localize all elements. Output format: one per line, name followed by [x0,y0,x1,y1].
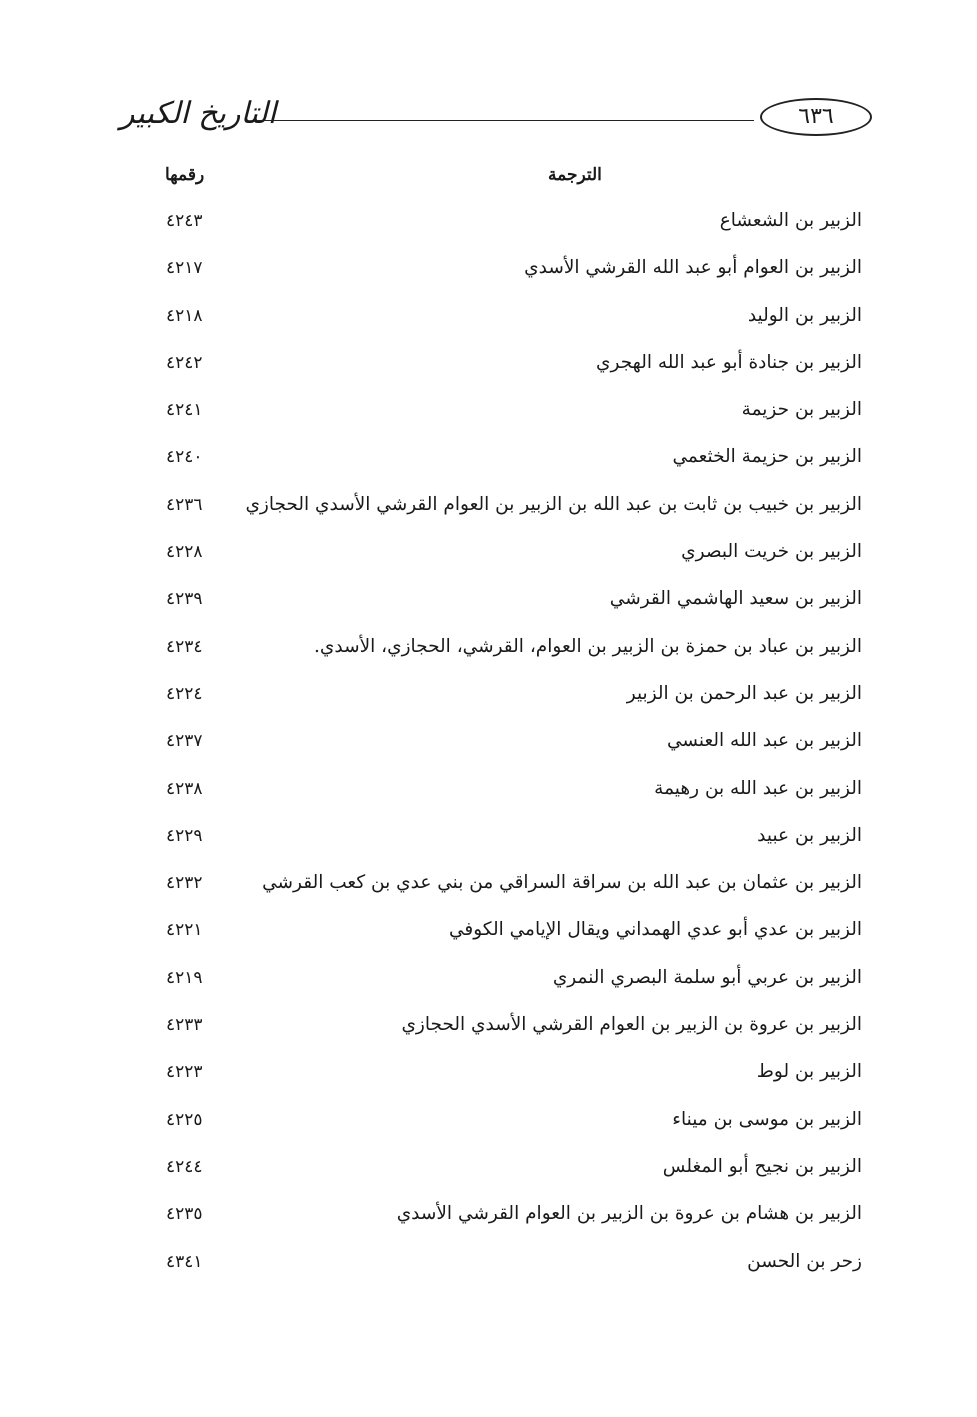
index-entry [160,245,862,292]
index-entries-list [160,198,862,1286]
column-heading-number: رقمها [165,165,205,185]
entry-number: ٤٢٤٠ [166,447,203,468]
entry-number: ٤٢٣٧ [166,731,203,752]
entry-name: الزبير بن العوام أبو عبد الله القرشي الأسدي [524,257,862,279]
index-entry [160,198,862,245]
header-rule [258,120,754,121]
entry-number: ٤٢٤٤ [166,1156,203,1177]
entry-number: ٤٢٣٨ [166,778,203,799]
entry-name: الزبير بن هشام بن عروة بن الزبير بن العوام القرشي الأسدي [396,1203,862,1225]
book-title: التاريخ الكبير [120,96,277,131]
entry-name: الزبير بن خريت البصري [681,541,862,563]
entry-name: زحر بن الحسن [747,1250,862,1272]
index-entry [160,766,862,813]
entry-name: الزبير بن عثمان بن عبد الله بن سراقة السراقي من بني عدي بن كعب القرشي [262,872,862,894]
index-entry [160,529,862,576]
entry-number: ٤٢١٩ [166,967,203,988]
index-entry [160,482,862,529]
entry-name: الزبير بن عروة بن الزبير بن العوام القرشي الأسدي الحجازي [401,1014,862,1036]
index-entry [160,624,862,671]
index-entry [160,576,862,623]
entry-name: الزبير بن عبد الله بن رهيمة [654,777,862,799]
column-heading-name: الترجمة [548,165,602,185]
entry-name: الزبير بن حزيمة الخثعمي [672,446,862,468]
entry-number: ٤٢٢١ [166,920,203,941]
entry-name: الزبير بن عدي أبو عدي الهمداني ويقال الإيامي الكوفي [448,919,862,941]
entry-name: الزبير بن الشعشاع [719,210,862,231]
entry-number: ٤٢٤٢ [166,352,203,373]
entry-number: ٤٢٢٨ [166,542,203,563]
entry-number: ٤٢٤٣ [166,211,203,231]
entry-number: ٤٢١٨ [166,305,203,326]
entry-name: الزبير بن حزيمة [741,399,862,421]
entry-number: ٤٢٣٢ [166,873,203,894]
entry-name: الزبير بن موسى بن ميناء [672,1108,862,1130]
entry-name: الزبير بن جنادة أبو عبد الله الهجري [596,351,862,373]
index-entry [160,1049,862,1096]
index-entry [160,293,862,340]
index-entry [160,813,862,860]
index-entry [160,955,862,1002]
entry-number: ٤٢٣٤ [166,636,203,657]
index-entry [160,1191,862,1238]
entry-name: الزبير بن عبد الرحمن بن الزبير [626,682,862,704]
index-entry [160,434,862,481]
entry-number: ٤٢٣٦ [166,494,203,515]
index-entry [160,1002,862,1049]
entry-name: الزبير بن لوط [756,1061,862,1083]
index-entry [160,860,862,907]
entry-name: الزبير بن نجيح أبو المغلس [662,1155,862,1177]
entry-number: ٤٢٣٣ [166,1015,203,1036]
entry-name: الزبير بن الوليد [747,304,862,326]
index-entry [160,1097,862,1144]
entry-number: ٤٢٤١ [166,400,203,421]
entry-name: الزبير بن عبيد [757,824,862,846]
entry-name: الزبير بن عباد بن حمزة بن الزبير بن العوام، القرشي، الحجازي، الأسدي. [314,635,862,657]
page-header [120,92,872,152]
entry-number: ٤٢١٧ [166,258,203,279]
entry-name: الزبير بن عربي أبو سلمة البصري النمري [552,966,862,988]
index-entry [160,1144,862,1191]
index-entry [160,1239,862,1286]
index-entry [160,671,862,718]
entry-number: ٤٢٢٣ [166,1062,203,1083]
index-entry [160,340,862,387]
entry-number: ٤٢٢٤ [166,683,203,704]
entry-name: الزبير بن سعيد الهاشمي القرشي [609,588,862,610]
entry-number: ٤٢٣٥ [166,1204,203,1225]
index-entry [160,907,862,954]
entry-name: الزبير بن خبيب بن ثابت بن عبد الله بن الزبير بن العوام القرشي الأسدي الحجازي [245,493,862,515]
entry-number: ٤٣٤١ [166,1251,203,1272]
index-entry [160,718,862,765]
page-number-badge: ٦٣٦ [760,98,872,136]
entry-name: الزبير بن عبد الله العنسي [666,730,862,752]
entry-number: ٤٢٢٩ [166,825,203,846]
entry-number: ٤٢٢٥ [166,1109,203,1130]
entry-number: ٤٢٣٩ [166,589,203,610]
index-entry [160,387,862,434]
